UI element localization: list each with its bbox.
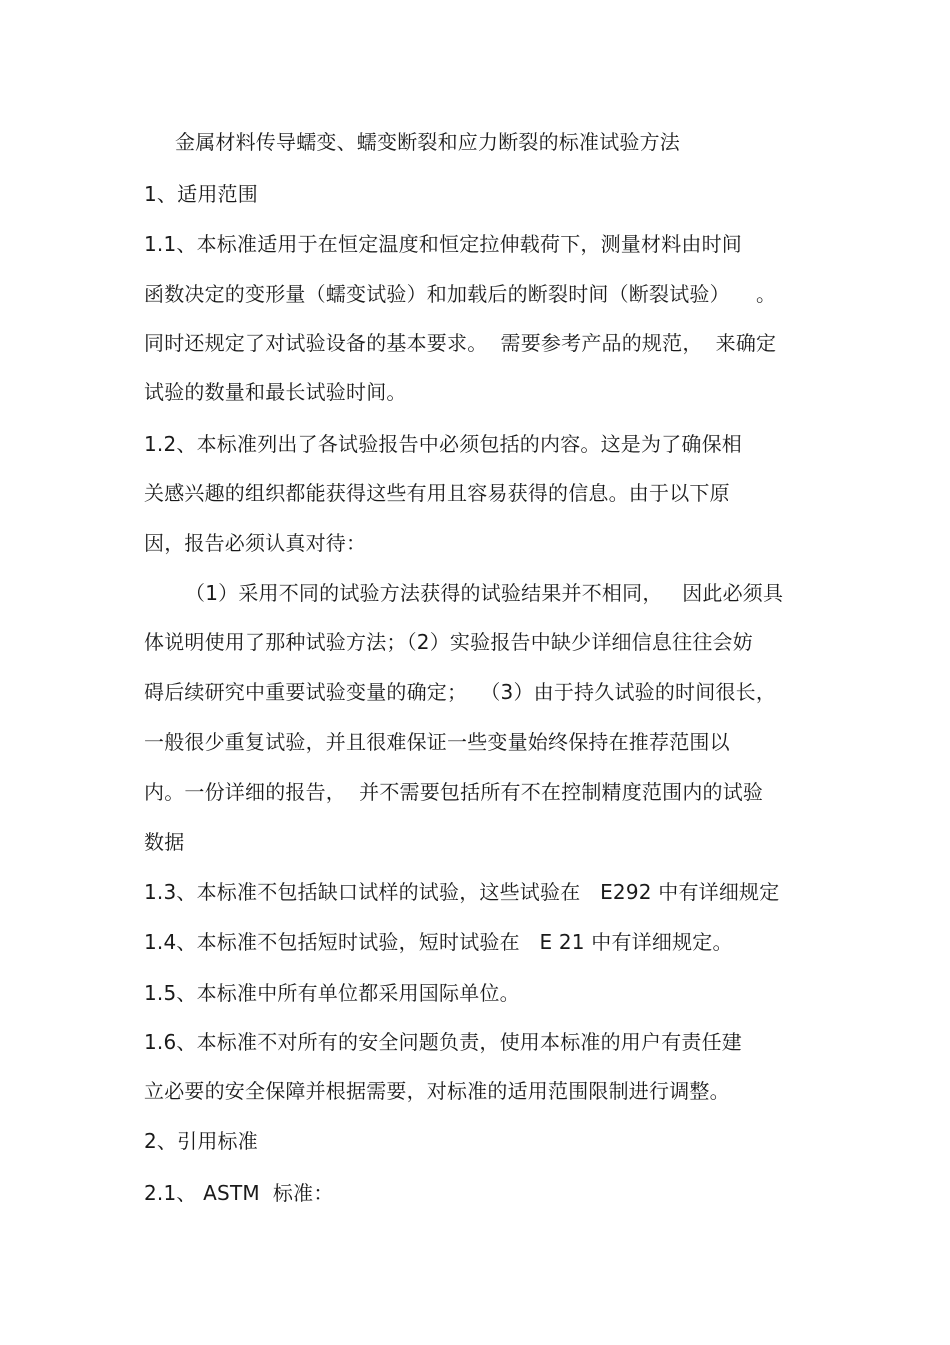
paragraph-line: 一般很少重复试验，并且很难保证一些变量始终保持在推荐范围以 — [144, 730, 730, 754]
paragraph-line: 1.1、本标准适用于在恒定温度和恒定拉伸载荷下，测量材料由时间 — [144, 232, 743, 256]
paragraph-line: （1）采用不同的试验方法获得的试验结果并不相同， 因此必须具 — [185, 581, 784, 605]
paragraph-line: 2.1、 ASTM 标准： — [144, 1181, 334, 1205]
paragraph-line: 关感兴趣的组织都能获得这些有用且容易获得的信息。由于以下原 — [144, 481, 730, 505]
paragraph-line: 碍后续研究中重要试验变量的确定； （3）由于持久试验的时间很长， — [144, 680, 777, 704]
paragraph-line: 1.3、本标准不包括缺口试样的试验，这些试验在 E292 中有详细规定 — [144, 880, 780, 904]
paragraph-line: 1.6、本标准不对所有的安全问题负责，使用本标准的用户有责任建 — [144, 1030, 743, 1054]
paragraph-line: 试验的数量和最长试验时间。 — [144, 380, 407, 404]
paragraph-line: 数据 — [144, 830, 185, 854]
paragraph-line: 因，报告必须认真对待： — [144, 531, 367, 555]
paragraph-line: 1.5、本标准中所有单位都采用国际单位。 — [144, 981, 520, 1005]
section-heading-1: 1、适用范围 — [144, 182, 258, 206]
paragraph-line: 1.4、本标准不包括短时试验，短时试验在 E 21 中有详细规定。 — [144, 930, 733, 954]
section-heading-2: 2、引用标准 — [144, 1129, 258, 1153]
paragraph-line: 立必要的安全保障并根据需要，对标准的适用范围限制进行调整。 — [144, 1079, 730, 1103]
paragraph-line: 1.2、本标准列出了各试验报告中必须包括的内容。这是为了确保相 — [144, 432, 743, 456]
paragraph-line: 体说明使用了那种试验方法；（2）实验报告中缺少详细信息往往会妨 — [144, 630, 753, 654]
document-title: 金属材料传导蠕变、蠕变断裂和应力断裂的标准试验方法 — [175, 130, 680, 154]
paragraph-line: 同时还规定了对试验设备的基本要求。 需要参考产品的规范， 来确定 — [144, 331, 777, 355]
paragraph-line: 函数决定的变形量（蠕变试验）和加载后的断裂时间（断裂试验） 。 — [144, 282, 777, 306]
paragraph-line: 内。一份详细的报告， 并不需要包括所有不在控制精度范围内的试验 — [144, 780, 764, 804]
